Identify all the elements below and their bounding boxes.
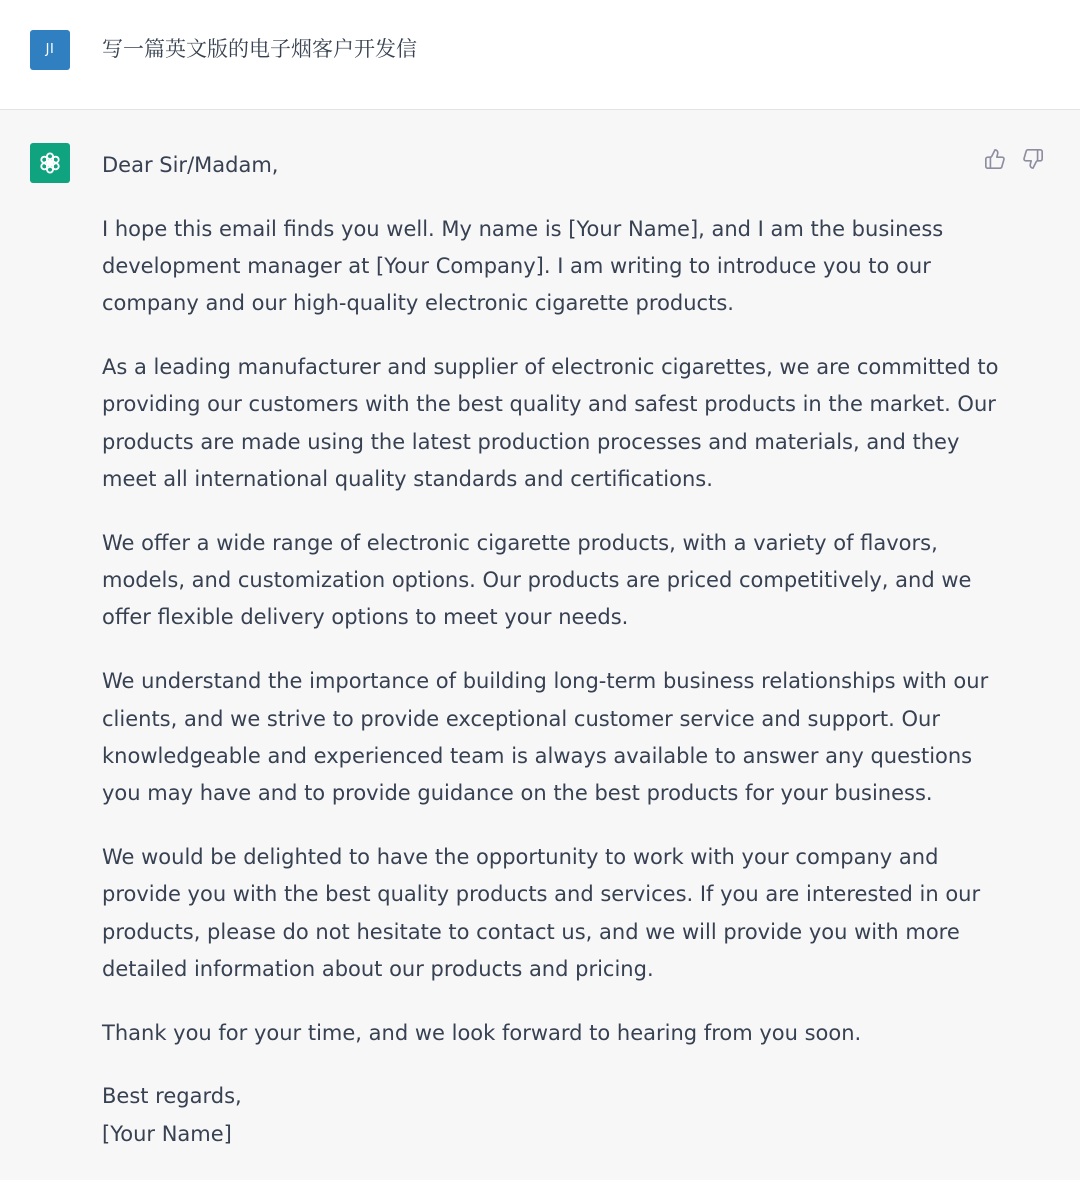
openai-logo-icon	[36, 149, 64, 177]
message-paragraph	[102, 525, 982, 637]
message-line: Best regards,	[102, 1084, 242, 1109]
message-paragraph	[102, 211, 982, 323]
thumbs-down-button[interactable]	[1020, 146, 1046, 172]
assistant-avatar	[30, 143, 70, 183]
message-line: I hope this email finds you well. My name is [Your Name], and I am the business	[102, 216, 944, 241]
message-line: We offer a wide range of electronic cigarette products, with a variety of flavors,	[102, 530, 938, 555]
message-line: offer flexible delivery options to meet your needs.	[102, 605, 629, 630]
message-line: meet all international quality standards and certifications.	[102, 467, 713, 492]
message-line: products, please do not hesitate to contact us, and we will provide you with more	[102, 919, 960, 944]
assistant-message-row	[0, 110, 1080, 1165]
assistant-message-text	[102, 147, 999, 1180]
message-line: clients, and we strive to provide exceptional customer service and support. Our	[102, 706, 940, 731]
thumbs-up-button[interactable]	[982, 146, 1008, 172]
message-paragraph	[102, 147, 982, 184]
message-line: [Your Name]	[102, 1121, 232, 1146]
thumbs-down-icon	[1022, 148, 1044, 170]
message-paragraph	[102, 1015, 982, 1052]
user-message-row	[0, 0, 1080, 110]
message-line: Thank you for your time, and we look forward to hearing from you soon.	[102, 1020, 862, 1045]
message-line: knowledgeable and experienced team is always available to answer any questions	[102, 743, 973, 768]
message-line: We would be delighted to have the opportunity to work with your company and	[102, 844, 939, 869]
message-line: products are made using the latest production processes and materials, and they	[102, 429, 960, 454]
message-paragraph	[102, 349, 999, 498]
message-line: provide you with the best quality products and services. If you are interested in our	[102, 882, 981, 907]
message-paragraph	[102, 663, 989, 812]
message-line: development manager at [Your Company]. I am writing to introduce you to our	[102, 254, 931, 279]
thumbs-up-icon	[984, 148, 1006, 170]
message-paragraph	[102, 1078, 982, 1153]
message-line: models, and customization options. Our products are priced competitively, and we	[102, 568, 972, 593]
message-line: Dear Sir/Madam,	[102, 153, 279, 177]
message-line: you may have and to provide guidance on the best products for your business.	[102, 781, 933, 806]
message-line: detailed information about our products and pricing.	[102, 956, 654, 981]
user-avatar: JI	[30, 30, 70, 70]
user-message-text: 写一篇英文版的电子烟客户开发信	[102, 37, 417, 61]
message-paragraph	[102, 839, 982, 988]
message-line: providing our customers with the best quality and safest products in the market. Our	[102, 392, 996, 417]
message-line: We understand the importance of building long-term business relationships with our	[102, 669, 989, 694]
message-line: company and our high-quality electronic cigarette products.	[102, 291, 734, 316]
feedback-controls	[982, 146, 1046, 172]
message-line: As a leading manufacturer and supplier of electronic cigarettes, we are committed to	[102, 355, 999, 380]
